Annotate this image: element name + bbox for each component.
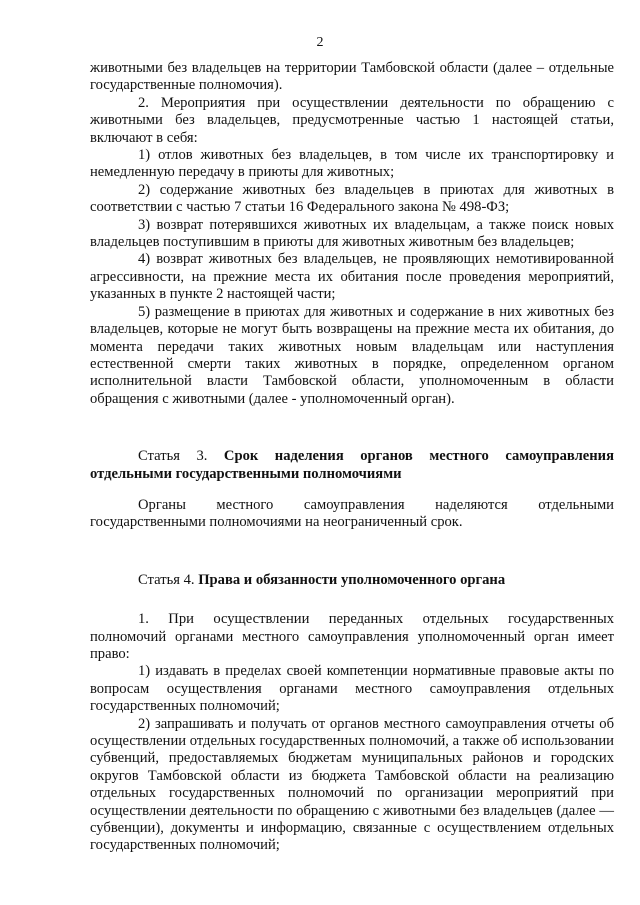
document-body <box>90 60 614 855</box>
list-item: 4) возврат животных без владельцев, не проявляющих немотивированной агрессивности, на прежние места их обитания после проведения мероприятий, указанных в пункте 2 настоящей части; <box>90 251 614 303</box>
article-4-paragraph-1: 1. При осуществлении переданных отдельных государственных полномочий органами местного самоуправления уполномоченный орган имеет право: <box>90 611 614 662</box>
article-3-heading <box>90 448 614 483</box>
list-item: 5) размещение в приютах для животных и содержание в них животных без владельцев, которые не могут быть возвращены на прежние места их обитания, до момента передачи таких животных новым владельцам или наступления естественной смерти таких животных в порядке, определенном органом исполнительной власти Тамбовской области, уполномоченным в области обращения с животными (далее - уполномоченный орган). <box>90 303 614 407</box>
list-item: 1) издавать в пределах своей компетенции нормативные правовые акты по вопросам осуществления органами местного самоуправления отдельных государственных полномочий; <box>90 663 614 715</box>
article-4-heading <box>90 572 614 589</box>
article-3-title: Срок наделения органов местного самоуправления отдельными государственными полномочиями <box>90 448 614 482</box>
list-item: 3) возврат потерявшихся животных их владельцам, а также поиск новых владельцев поступившим в приюты для животных животным без владельцев; <box>90 216 614 251</box>
paragraph-2: 2. Мероприятия при осуществлении деятельности по обращению с животными без владельцев, предусмотренные частью 1 настоящей статьи, включают в себя: <box>90 94 614 146</box>
paragraph-intro: животными без владельцев на территории Тамбовской области (далее – отдельные государственные полномочия). <box>90 60 614 94</box>
list-item: 2) содержание животных без владельцев в приютах для животных в соответствии с частью 7 статьи 16 Федерального закона № 498-ФЗ; <box>90 181 614 216</box>
list-item: 2) запрашивать и получать от органов местного самоуправления отчеты об осуществлении отдельных государственных полномочий, а также об использовании субвенций, предоставляемых бюджетам муниципальных районов и городских округов Тамбовской области из бюджета Тамбовской области на реализацию отдельных государственных полномочий по организации мероприятий при осуществлении деятельности по обращению с животными без владельцев (далее — субвенции), документы и информацию, связанные с осуществлением отдельных государственных полномочий; <box>90 715 614 854</box>
article-3-label: Статья 3. <box>138 448 208 465</box>
article-4-label: Статья 4. <box>138 571 195 588</box>
list-item: 1) отлов животных без владельцев, в том числе их транспортировку и немедленную передачу в приюты для животных; <box>90 147 614 181</box>
page-number: 2 <box>316 35 324 50</box>
article-4-title: Права и обязанности уполномоченного органа <box>198 571 506 588</box>
article-3-text: Органы местного самоуправления наделяются отдельными государственными полномочиями на неограниченный срок. <box>90 496 614 531</box>
